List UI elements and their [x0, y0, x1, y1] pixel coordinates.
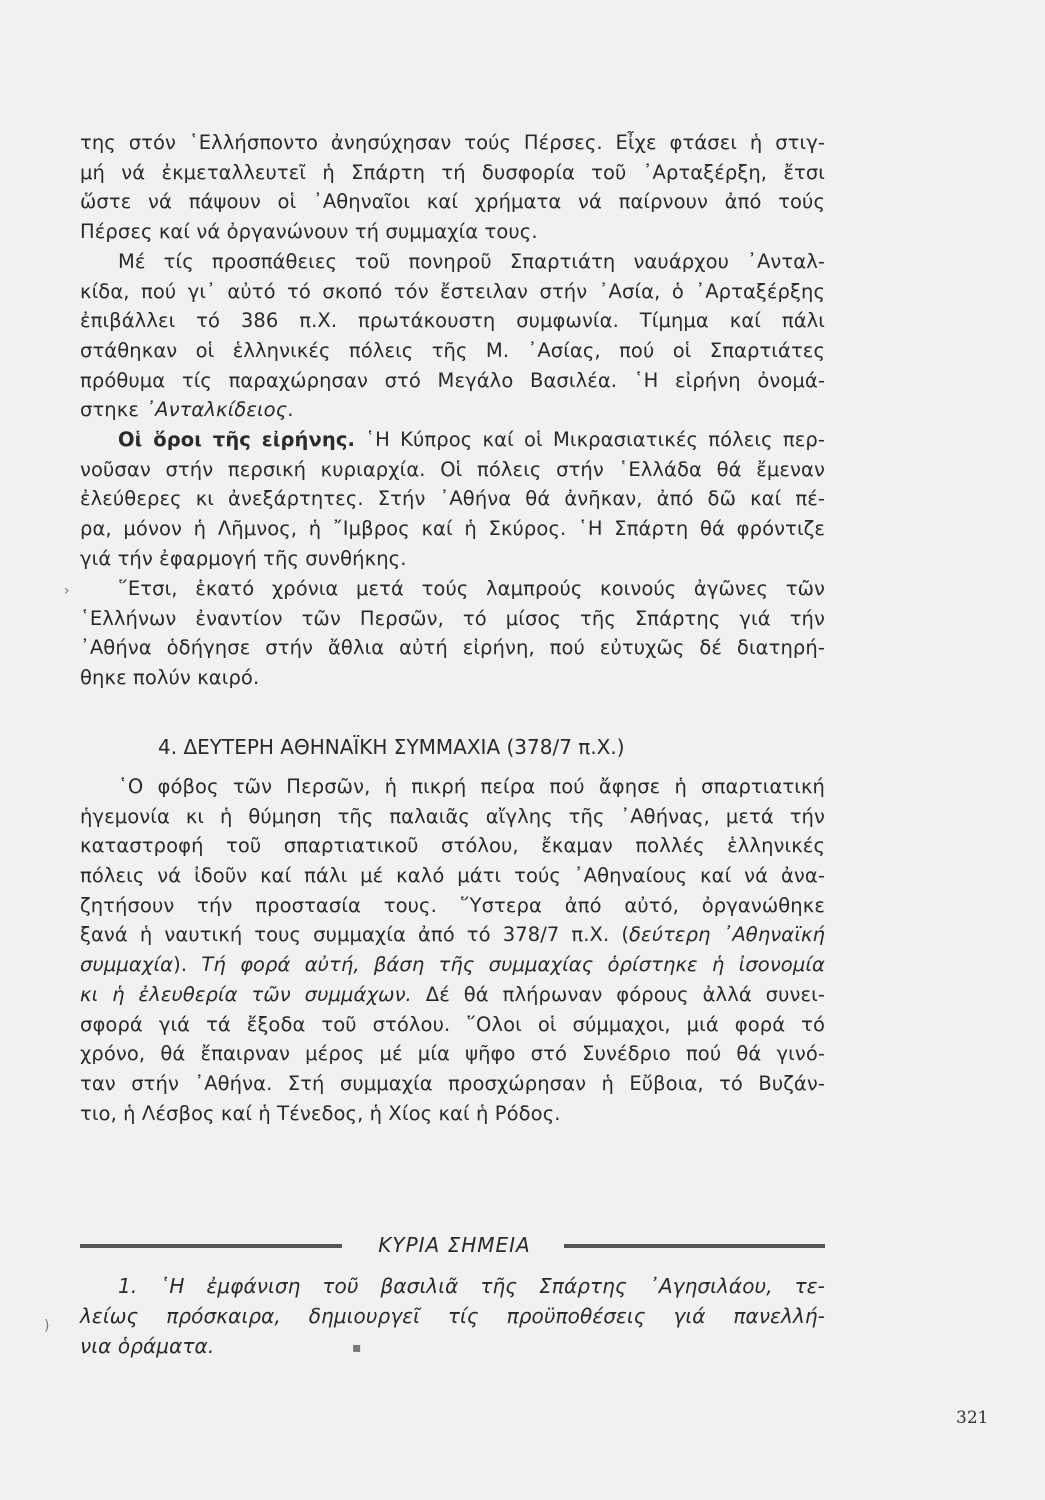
text-line: ῾Ελλήνων ἐναντίον τῶν Περσῶν, τό μίσος τῆς Σπάρτης γιά τήν — [80, 606, 825, 630]
text-line — [80, 920, 825, 950]
page-number: 321 — [956, 1408, 989, 1428]
text-line: σφορά γιά τά ἔξοδα τοῦ στόλου. ῞Ολοι οἱ σύμμαχοι, μιά φορά τό — [80, 1012, 825, 1036]
text-line — [80, 980, 825, 1010]
divider-rule-left — [80, 1244, 342, 1248]
text-line: κίδα, πού γι᾿ αὐτό τό σκοπό τόν ἔστειλαν στήν ᾿Ασία, ὁ ᾿Αρταξέρξης — [80, 279, 825, 303]
bold-lead-heading: Οἱ ὅροι τῆς εἰρήνης. — [118, 428, 356, 451]
text-segment: ῾Η Κύπρος καί οἱ Μικρασιατικές πόλεις περ- — [355, 428, 826, 451]
text-segment: Δέ θά πλήρωναν φόρους ἀλλά συνει- — [411, 982, 825, 1006]
italic-term: δεύτερη ᾿Αθηναϊκή — [629, 923, 825, 947]
text-line: ῾Ο φόβος τῶν Περσῶν, ἡ πικρή πείρα πού ἄφησε ἡ σπαρτιατική — [118, 775, 825, 798]
text-line — [80, 950, 825, 980]
text-line — [80, 395, 825, 425]
summary-item-line: λείως πρόσκαιρα, δημιουργεῖ τίς προϋποθέσεις γιά πανελλή- — [80, 1304, 825, 1328]
paragraph-5 — [80, 772, 825, 1128]
italic-term: ᾿Ανταλκίδειος — [145, 398, 288, 422]
summary-title: ΚΥΡΙΑ ΣΗΜΕΙΑ — [378, 1233, 531, 1257]
text-line: ταν στήν ᾿Αθήνα. Στή συμμαχία προσχώρησαν ἡ Εὔβοια, τό Βυζάν- — [80, 1071, 825, 1095]
text-line: ζητήσουν τήν προστασία τους. ῞Υστερα ἀπό αὐτό, ὀργανώθηκε — [80, 893, 825, 917]
text-line: νοῦσαν στήν περσική κυριαρχία. Οἱ πόλεις στήν ῾Ελλάδα θά ἔμεναν — [80, 457, 825, 481]
text-line: Μέ τίς προσπάθειες τοῦ πονηροῦ Σπαρτιάτη ναυάρχου ᾿Ανταλ- — [118, 250, 825, 273]
text-line: ἐλεύθερες κι ἀνεξάρτητες. Στήν ᾿Αθήνα θά ἀνῆκαν, ἀπό δῶ καί πέ- — [80, 487, 825, 511]
text-segment: στηκε — [80, 398, 146, 422]
text-line: Πέρσες καί νά ὀργανώνουν τή συμμαχία τους. — [80, 220, 538, 244]
paragraph-4 — [80, 574, 825, 693]
text-line: ὥστε νά πάψουν οἱ ᾿Αθηναῖοι καί χρήματα νά παίρνουν ἀπό τούς — [80, 190, 825, 214]
text-line: θηκε πολύν καιρό. — [80, 666, 260, 690]
text-line: χρόνο, θά ἔπαιρναν μέρος μέ μία ψῆφο στό Συνέδριο πού θά γινό- — [80, 1042, 825, 1066]
italic-term: συμμαχία — [80, 953, 174, 977]
text-line — [80, 425, 825, 455]
summary-list — [80, 1271, 825, 1361]
italic-phrase: κι ἡ ἐλευθερία τῶν συμμάχων. — [80, 982, 412, 1006]
text-line: ρα, μόνον ἡ Λῆμνος, ἡ ῎Ιμβρος καί ἡ Σκύρος. ῾Η Σπάρτη θά φρόντιζε — [80, 517, 825, 541]
text-line: ῞Ετσι, ἑκατό χρόνια μετά τούς λαμπρούς κοινούς ἀγῶνες τῶν — [118, 577, 825, 600]
text-segment: . — [287, 398, 294, 422]
text-line: τιο, ἡ Λέσβος καί ἡ Τένεδος, ἡ Χίος καί ἡ Ρόδος. — [80, 1101, 561, 1125]
text-segment: ). — [173, 953, 202, 977]
italic-phrase: Τή φορά αὐτή, βάση τῆς συμμαχίας ὁρίστηκε ἡ ἰσονομία — [201, 953, 825, 977]
text-line: γιά τήν ἐφαρμογή τῆς συνθήκης. — [80, 546, 407, 570]
text-line: μή νά ἐκμεταλλευτεῖ ἡ Σπάρτη τή δυσφορία τοῦ ᾿Αρταξέρξη, ἔτσι — [80, 160, 825, 184]
text-line: ᾿Αθήνα ὁδήγησε στήν ἄθλια αὐτή εἰρήνη, πού εὐτυχῶς δέ διατηρή- — [80, 636, 825, 660]
summary-item-line: νια ὁράματα. — [80, 1334, 215, 1358]
text-line: πρόθυμα τίς παραχώρησαν στό Μεγάλο Βασιλέα. ῾Η εἰρήνη ὀνομά- — [80, 368, 825, 392]
text-line: ἡγεμονία κι ἡ θύμηση τῆς παλαιᾶς αἴγλης τῆς ᾿Αθήνας, μετά τήν — [80, 804, 825, 828]
text-segment: ξανά ἡ ναυτική τους συμμαχία ἀπό τό 378/7 π.Χ. ( — [80, 923, 630, 947]
paragraph-3 — [80, 425, 825, 573]
section-heading: 4. ΔΕΥΤΕΡΗ ΑΘΗΝΑΪΚΗ ΣΥΜΜΑΧΙΑ (378/7 π.Χ.) — [158, 735, 625, 759]
text-line: ἐπιβάλλει τό 386 π.Χ. πρωτάκουστη συμφωνία. Τίμημα καί πάλι — [80, 309, 825, 333]
summary-item-line: 1. ῾Η ἐμφάνιση τοῦ βασιλιᾶ τῆς Σπάρτης ᾿Αγησιλάου, τε- — [118, 1274, 825, 1298]
paragraph-2 — [80, 247, 825, 425]
paragraph-1 — [80, 128, 825, 247]
text-line: καταστροφή τοῦ σπαρτιατικοῦ στόλου, ἔκαμαν πολλές ἑλληνικές — [80, 834, 825, 858]
scan-mark: ▪ — [352, 1340, 362, 1356]
text-line: πόλεις νά ἰδοῦν καί πάλι μέ καλό μάτι τούς ᾿Αθηναίους καί νά ἀνα- — [80, 864, 825, 888]
text-line: στάθηκαν οἱ ἑλληνικές πόλεις τῆς Μ. ᾿Ασίας, πού οἱ Σπαρτιάτες — [80, 339, 825, 363]
scan-mark: › — [64, 583, 70, 599]
text-line: της στόν ῾Ελλήσποντο ἀνησύχησαν τούς Πέρσες. Εἶχε φτάσει ἡ στιγ- — [80, 131, 825, 154]
scan-mark: ) — [44, 1318, 50, 1334]
divider-rule-right — [564, 1244, 825, 1248]
summary-header — [80, 1229, 825, 1261]
